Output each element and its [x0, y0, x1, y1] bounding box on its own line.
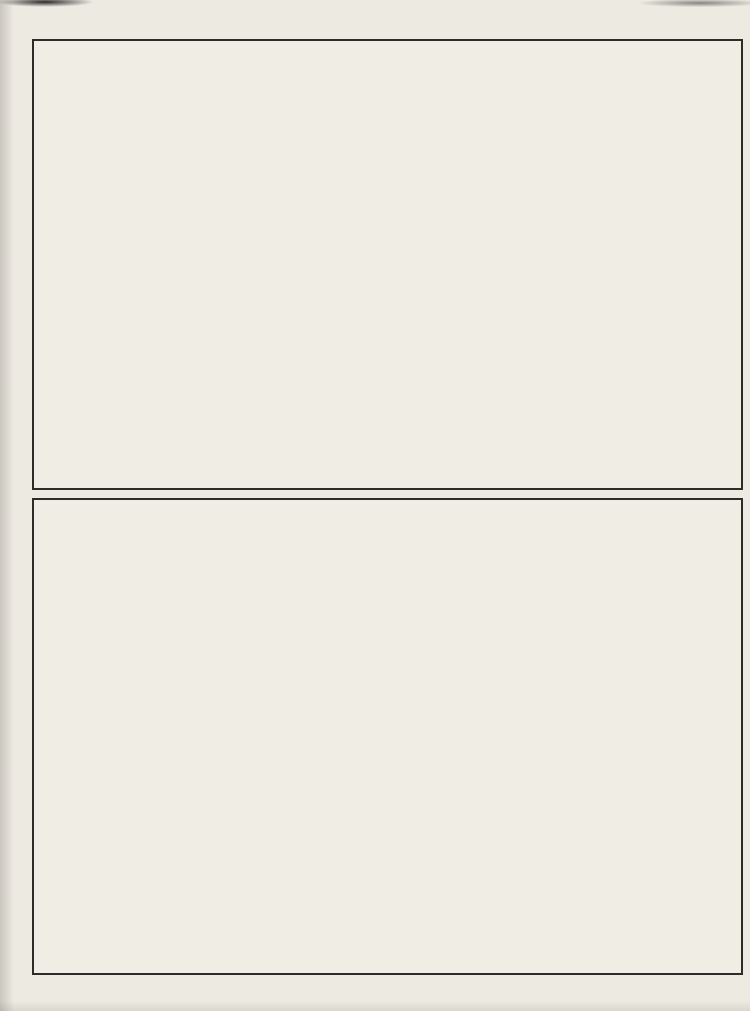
bottom-roster-table	[32, 498, 743, 975]
top-roster-table	[32, 39, 743, 490]
